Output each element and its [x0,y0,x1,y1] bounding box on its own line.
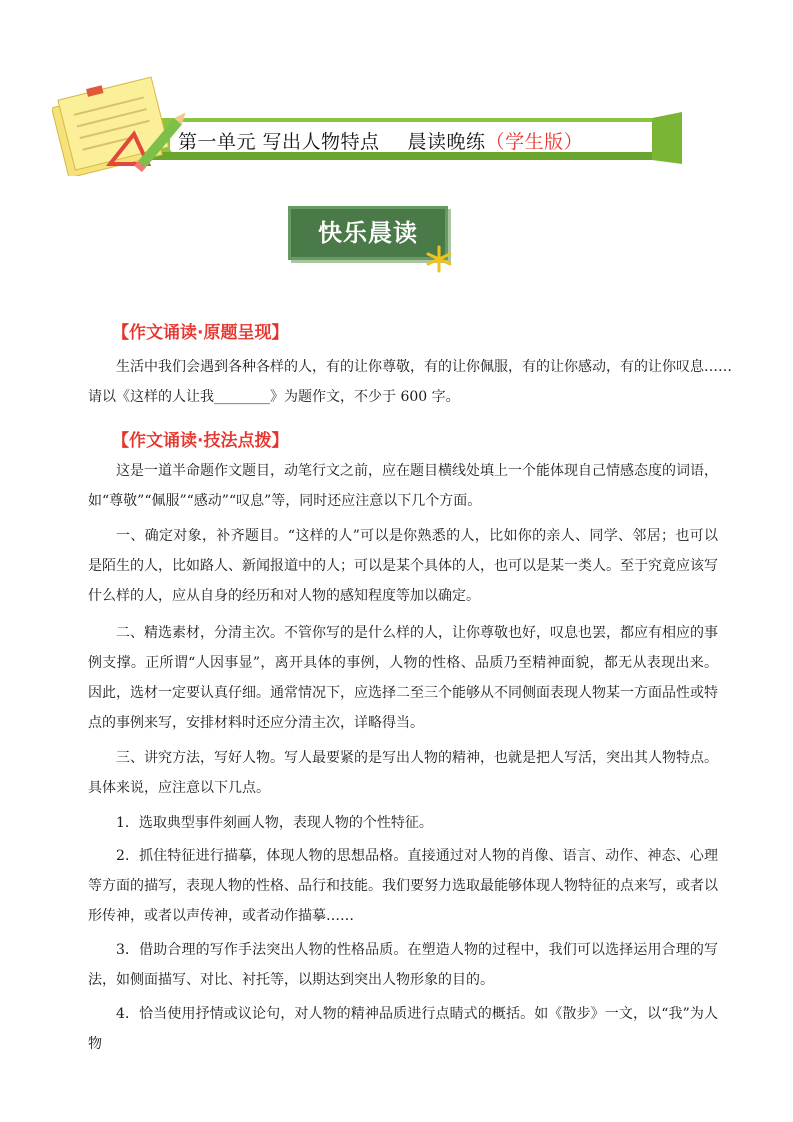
guide-point-1: 一、确定对象，补齐题目。“这样的人”可以是你熟悉的人，比如你的亲人、同学、邻居；也可以是陌生的人，比如路人、新闻报道中的人；可以是某个具体的人，也可以是某一类人。至于究竟应该写什么样的人，应从自身的经历和对人物的感知程度等加以确定。 [88,528,718,604]
guide-tip-1: 1．选取典型事件刻画人物，表现人物的个性特征。 [116,815,433,831]
guide-intro: 这是一道半命题作文题目，动笔行文之前，应在题目横线处填上一个能体现自己情感态度的词语，如“尊敬”“佩服”“感动”“叹息”等，同时还应注意以下几个方面。 [88,463,718,509]
section-badge [288,200,468,275]
guide-point-2: 二、精选素材，分清主次。不管你写的是什么样的人，让你尊敬也好，叹息也罢，都应有相应的事例支撑。正所谓“人因事显”，离开具体的事例，人物的性格、品质乃至精神面貌，都无从表现出来。因此，选材一定要认真仔细。通常情况下，应选择二至三个能够从不同侧面表现人物某一方面品性或特点的事例来写，安排材料时还应分清主次，详略得当。 [88,625,718,731]
guide-tip-2: 2．抓住特征进行描摹，体现人物的思想品格。直接通过对人物的肖像、语言、动作、神态、心理等方面的描写，表现人物的性格、品行和技能。我们要努力选取最能够体现人物特征的点来写，或者以形传神，或者以声传神，或者动作描摹…… [88,848,718,924]
guide-tip-4: 4．恰当使用抒情或议论句，对人物的精神品质进行点睛式的概括。如《散步》一文，以“我”为人物 [88,1006,718,1052]
prompt-line-1: 生活中我们会遇到各种各样的人，有的让你尊敬，有的让你佩服，有的让你感动，有的让你叹息…… [116,359,732,375]
guide-tip-3: 3．借助合理的写作手法突出人物的性格品质。在塑造人物的过程中，我们可以选择运用合理的写法，如侧面描写、对比、衬托等，以期达到突出人物形象的目的。 [88,942,718,988]
section-heading-prompt: 【作文诵读·原题呈现】 [112,323,289,343]
unit-title: 第一单元 写出人物特点 [178,131,380,153]
guide-point-3: 三、讲究方法，写好人物。写人最要紧的是写出人物的精神，也就是把人写活，突出其人物特点。具体来说，应注意以下几点。 [88,750,718,796]
banner-title [178,127,583,154]
prompt-line-2: 请以《这样的人让我________》为题作文，不少于 600 字。 [88,389,460,405]
session-label: 晨读晚练 [407,131,486,153]
sparkle-icon [424,244,454,274]
edition-label: （学生版） [485,131,584,153]
section-heading-guide: 【作文诵读·技法点拨】 [112,431,289,451]
banner-graphic [52,72,682,176]
badge-label: 快乐晨读 [318,219,418,247]
header-banner [52,72,682,176]
